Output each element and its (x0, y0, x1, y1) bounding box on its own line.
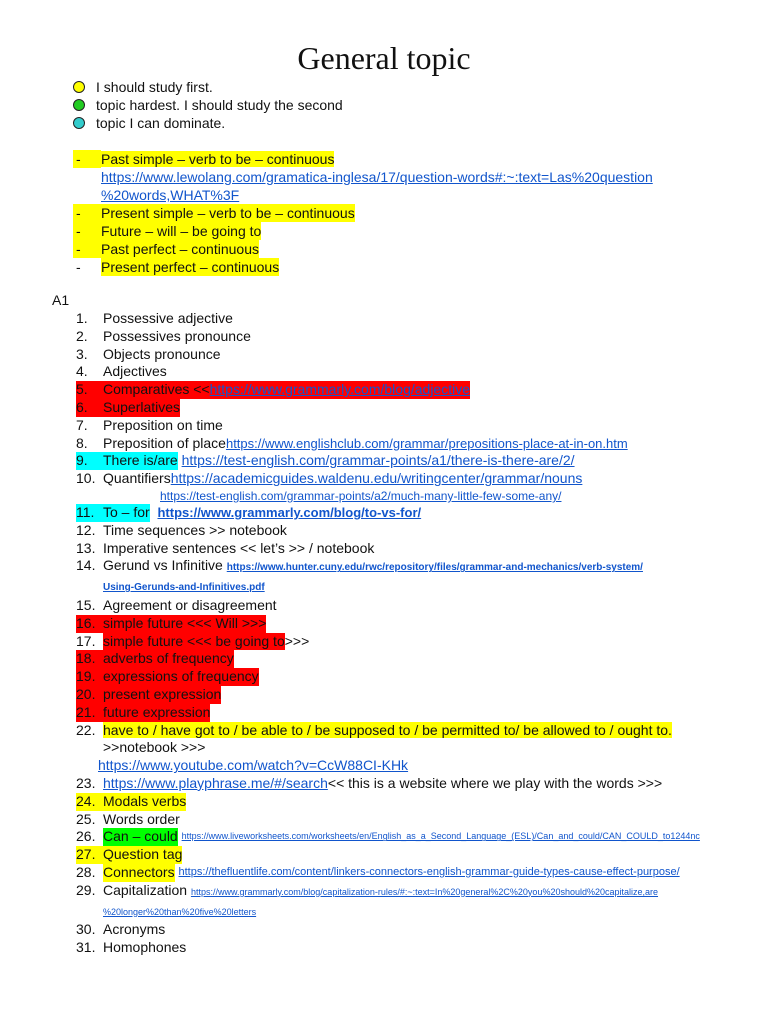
list-item (76, 864, 756, 882)
item-number: 30. (76, 921, 96, 938)
list-item (76, 399, 756, 417)
item-text: Words order (103, 810, 180, 827)
item-number: 14. (76, 557, 96, 574)
item-number: 13. (76, 539, 96, 556)
list-item (76, 846, 756, 864)
cyan-circle-icon (73, 117, 85, 129)
green-circle-icon (73, 99, 85, 111)
item-text: Objects pronounce (103, 345, 221, 362)
item-text: << this is a website where we play with the words >>> (327, 774, 663, 791)
item-text: Comparatives << (103, 381, 210, 398)
item-link[interactable]: https://academicguides.waldenu.edu/writingcenter/grammar/nouns (170, 470, 583, 487)
item-number: 25. (76, 810, 96, 827)
legend-row-green (73, 96, 343, 114)
item-text: have to / have got to / be able to / be supposed to / be permitted to/ be allowed to / ought to. (103, 721, 672, 738)
item-number: 5. (76, 381, 103, 399)
item-number: 1. (76, 310, 88, 326)
item-number: 24. (76, 793, 103, 811)
item-text: Time sequences >> notebook (103, 521, 287, 538)
item-text: Agreement or disagreement (103, 596, 277, 613)
list-item (76, 704, 756, 722)
item-text: future expression (103, 703, 211, 720)
list-item (76, 557, 756, 597)
list-item (76, 328, 756, 346)
topic-text: Present perfect – continuous (101, 259, 280, 275)
bullet-dash: - (73, 204, 101, 222)
list-item (76, 346, 756, 364)
item-text: Connectors (103, 863, 175, 880)
list-item (76, 882, 756, 922)
item-number: 6. (76, 399, 103, 417)
list-item (76, 470, 756, 488)
item-number: 15. (76, 596, 96, 613)
list-item (76, 686, 756, 704)
topic-item (73, 150, 653, 204)
item-text: adverbs of frequency (103, 650, 234, 667)
legend-text: I should study first. (96, 79, 213, 95)
item-link[interactable]: https://www.hunter.cuny.edu/rwc/repository/files/grammar-and-mechanics/verb-system/ (226, 562, 643, 574)
list-item (76, 522, 756, 540)
item-number: 11. (76, 504, 103, 522)
list-item (76, 939, 756, 957)
list-item (76, 381, 756, 399)
topic-link[interactable]: https://www.lewolang.com/gramatica-inglesa/17/question-words#:~:text=Las%20question (101, 169, 653, 185)
topic-item (73, 204, 653, 222)
item-text: Quantifiers (103, 470, 171, 487)
list-item (76, 417, 756, 435)
topic-link-cont[interactable]: %20words,WHAT%3F (101, 187, 240, 203)
item-number: 2. (76, 327, 88, 344)
item-text: expressions of frequency (103, 668, 259, 685)
item-text: Capitalization (103, 881, 191, 898)
list-item (76, 757, 756, 775)
item-link[interactable]: https://www.grammarly.com/blog/capitalization-rules/#:~:text=In%20general%2C%20you%20should%20capitalize,are (190, 886, 659, 897)
topic-text: Past simple – verb to be – continuous (101, 151, 335, 167)
bullet-dash: - (73, 150, 101, 168)
item-number: 31. (76, 939, 96, 956)
item-link-cont[interactable]: %20longer%20than%20five%20letters (103, 906, 257, 917)
list-item (76, 540, 756, 558)
item-number: 18. (76, 650, 103, 668)
item-number: 9. (76, 452, 103, 470)
item-text: Gerund vs Infinitive (103, 557, 227, 574)
yellow-circle-icon (73, 81, 85, 93)
topic-item (73, 222, 653, 240)
item-link[interactable]: https://www.youtube.com/watch?v=CcW88CI-KHk (98, 757, 409, 774)
topic-item (73, 240, 653, 258)
list-item (76, 722, 756, 758)
item-text: There is/are (103, 452, 178, 469)
item-number: 28. (76, 863, 96, 880)
item-number: 12. (76, 521, 96, 538)
topic-list (73, 150, 653, 276)
topic-text: Future – will – be going to (101, 223, 262, 239)
item-text: Superlatives (103, 398, 181, 415)
topic-item (73, 258, 653, 276)
item-number: 3. (76, 345, 88, 362)
item-number: 16. (76, 615, 103, 633)
item-text: simple future <<< be going to (103, 632, 285, 649)
item-text: Imperative sentences << let’s >> / notebook (103, 539, 375, 556)
list-item (76, 435, 756, 453)
list-item (76, 775, 756, 793)
item-number: 7. (76, 416, 88, 433)
item-text: Preposition on time (103, 416, 223, 433)
section-heading: A1 (52, 292, 70, 308)
item-text: present expression (103, 685, 222, 702)
item-number: 22. (76, 721, 96, 738)
list-item (76, 310, 756, 328)
legend-text: topic I can dominate. (96, 115, 226, 131)
item-number: 17. (76, 632, 96, 649)
item-text-note: >>notebook >>> (103, 739, 206, 756)
item-text: Acronyms (103, 921, 166, 938)
item-link-cont[interactable]: Using-Gerunds-and-Infinitives.pdf (103, 582, 265, 594)
item-text: Possessive adjective (103, 310, 233, 326)
list-item-sub (76, 488, 756, 504)
item-link[interactable]: https://www.liveworksheets.com/worksheets/en/English_as_a_Second_Language_(ESL)/Can_and_could/CAN_COULD_to1244nc (181, 831, 700, 842)
item-number: 20. (76, 686, 103, 704)
bullet-dash: - (73, 222, 101, 240)
list-item (76, 504, 756, 522)
item-text: Modals verbs (103, 792, 187, 809)
item-link[interactable]: https://test-english.com/grammar-points/a2/much-many-little-few-some-any/ (160, 488, 562, 503)
item-link[interactable]: https://www.playphrase.me/#/search (103, 774, 328, 791)
list-item (76, 615, 756, 633)
bullet-dash: - (73, 240, 101, 258)
topic-text: Present simple – verb to be – continuous (101, 205, 355, 221)
item-number: 23. (76, 774, 96, 791)
item-text: Possessives pronounce (103, 327, 251, 344)
list-item (76, 828, 756, 846)
legend (73, 78, 343, 132)
item-text: Homophones (103, 939, 187, 956)
item-number: 19. (76, 668, 103, 686)
list-item (76, 597, 756, 615)
bullet-dash: - (76, 259, 81, 275)
item-number: 10. (76, 470, 96, 487)
page-title: General topic (297, 40, 471, 76)
list-item (76, 668, 756, 686)
item-number: 26. (76, 828, 96, 845)
list-item (76, 452, 756, 470)
item-number: 8. (76, 434, 88, 451)
item-number: 27. (76, 846, 103, 864)
item-link[interactable]: https://www.grammarly.com/blog/adjective (209, 381, 470, 398)
list-item (76, 793, 756, 811)
item-text: Adjectives (103, 363, 167, 380)
item-text: Question tag (103, 846, 183, 863)
item-number: 4. (76, 363, 88, 380)
list-item (76, 921, 756, 939)
item-link[interactable]: https://www.englishclub.com/grammar/prepositions-place-at-in-on.htm (225, 435, 628, 451)
legend-row-yellow (73, 78, 343, 96)
a1-list (76, 310, 756, 957)
item-link[interactable]: https://www.grammarly.com/blog/to-vs-for/ (157, 504, 422, 520)
item-text: To – for (103, 503, 150, 520)
legend-text: topic hardest. I should study the second (96, 97, 343, 113)
item-text: Can – could (103, 828, 178, 845)
item-number: 21. (76, 704, 103, 722)
list-item (76, 633, 756, 651)
item-link[interactable]: https://test-english.com/grammar-points/a1/there-is-there-are/2/ (181, 452, 575, 469)
item-number: 29. (76, 881, 96, 898)
item-text: Preposition of place (103, 434, 226, 451)
list-item (76, 811, 756, 829)
list-item (76, 363, 756, 381)
list-item (76, 650, 756, 668)
item-link[interactable]: https://thefluentlife.com/content/linkers-connectors-english-grammar-guide-types-cause-effect-purpose/ (178, 865, 680, 878)
item-text: simple future <<< Will >>> (103, 614, 267, 631)
legend-row-cyan (73, 114, 343, 132)
item-text-tail: >>> (284, 632, 310, 649)
topic-text: Past perfect – continuous (101, 241, 259, 257)
